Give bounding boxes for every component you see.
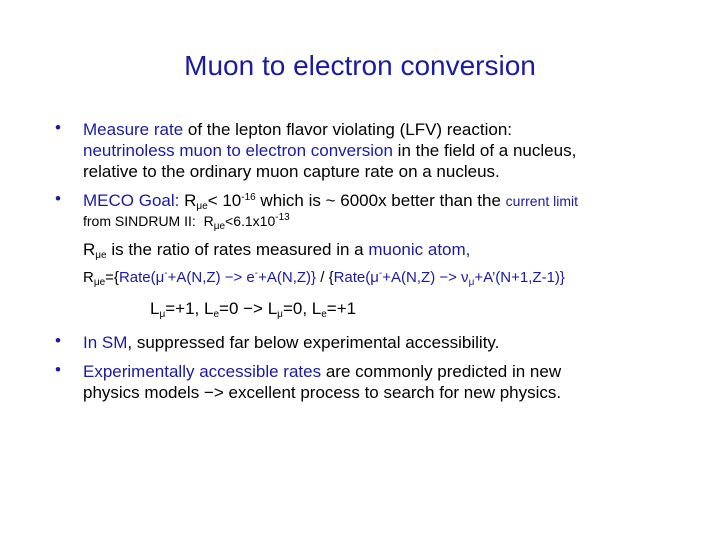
arrow-symbol: −> — [224, 269, 243, 286]
subscript: μe — [93, 277, 106, 288]
superscript: - — [378, 268, 383, 279]
subscript: μe — [213, 221, 226, 232]
highlight-text: Measure rate — [83, 120, 184, 139]
superscript: -13 — [275, 212, 290, 223]
bullet-dot: • — [55, 360, 61, 379]
highlight-text: Rate( — [118, 269, 156, 286]
superscript: - — [254, 268, 259, 279]
subscript: μ — [159, 309, 166, 320]
body-text: is the ratio of rates measured in a — [106, 240, 369, 259]
subscript: e — [321, 309, 327, 320]
bullet1-line2 — [83, 141, 576, 161]
highlight-text: +A(N,Z) — [167, 269, 225, 286]
body-text: <6.1x10 — [225, 213, 276, 229]
body-text: R — [83, 240, 96, 259]
bullet2-line1 — [83, 191, 578, 211]
arrow-symbol: −> — [243, 299, 263, 318]
bullet3-line — [83, 333, 499, 353]
bullet1-line3: relative to the ordinary muon capture rate on a nucleus. — [83, 162, 500, 181]
body-text: L — [262, 299, 278, 318]
subscript: μe — [95, 250, 107, 261]
bullet-dot: • — [55, 331, 61, 350]
body-text: =0, L — [282, 299, 322, 318]
subscript: μ — [468, 277, 475, 288]
highlight-text: ν — [456, 269, 469, 286]
body-text: / { — [316, 269, 334, 286]
body-text: in the field of a nucleus, — [392, 141, 577, 160]
highlight-text: +A(N,Z) — [382, 269, 440, 286]
highlight-text: current limit — [505, 193, 579, 209]
arrow-symbol: −> — [203, 383, 224, 402]
body-text: R — [179, 191, 197, 210]
bullet4-line1 — [83, 362, 561, 382]
body-text: which is ~ 6000x better than the — [255, 191, 506, 210]
body-text: < 10 — [207, 191, 242, 210]
subscript: e — [213, 309, 220, 320]
bullet2-line2 — [83, 211, 290, 231]
highlight-text: In SM — [83, 333, 128, 352]
body-text: physics models — [83, 383, 204, 402]
bullet-dot: • — [55, 189, 61, 208]
superscript: -16 — [241, 192, 256, 203]
body-text: of the lepton flavor violating (LFV) reaction: — [183, 120, 513, 139]
bullet-dot: • — [55, 118, 61, 137]
body-text: =+1, L — [165, 299, 214, 318]
subscript: μe — [196, 201, 208, 212]
body-text: L — [150, 299, 160, 318]
highlight-text: Rate( — [333, 269, 371, 286]
highlight-text: muonic atom, — [368, 240, 471, 259]
highlight-text: +A(N,Z)} — [258, 269, 317, 286]
highlight-text: MECO Goal: — [83, 191, 180, 210]
body-text: =+1 — [326, 299, 357, 318]
body-text: R — [203, 213, 214, 229]
subscript: μ — [277, 309, 283, 320]
highlight-text: e — [242, 269, 255, 286]
highlight-text: +A’(N+1,Z-1)} — [474, 269, 565, 286]
highlight-text: μ — [155, 269, 165, 286]
body-text: from SINDRUM II: — [83, 213, 196, 229]
highlight-text: μ — [370, 269, 379, 286]
bullet4-line2 — [83, 383, 561, 403]
lepton-number-line — [150, 299, 356, 319]
body-text: R — [83, 269, 94, 286]
body-text: excellent process to search for new physics. — [223, 383, 562, 402]
arrow-symbol: −> — [439, 269, 457, 286]
highlight-text: neutrinoless muon to electron conversion — [83, 141, 393, 160]
body-text: ={ — [105, 269, 119, 286]
body-text: are commonly predicted in new — [321, 362, 562, 381]
ratio-line — [83, 240, 470, 260]
body-text: , suppressed far below experimental accessibility. — [127, 333, 500, 352]
slide-title: Muon to electron conversion — [184, 50, 536, 81]
body-text: =0 — [219, 299, 244, 318]
highlight-text: Experimentally accessible rates — [83, 362, 322, 381]
bullet1-line1 — [83, 120, 512, 140]
superscript: - — [164, 268, 168, 279]
formula-line — [83, 268, 565, 288]
